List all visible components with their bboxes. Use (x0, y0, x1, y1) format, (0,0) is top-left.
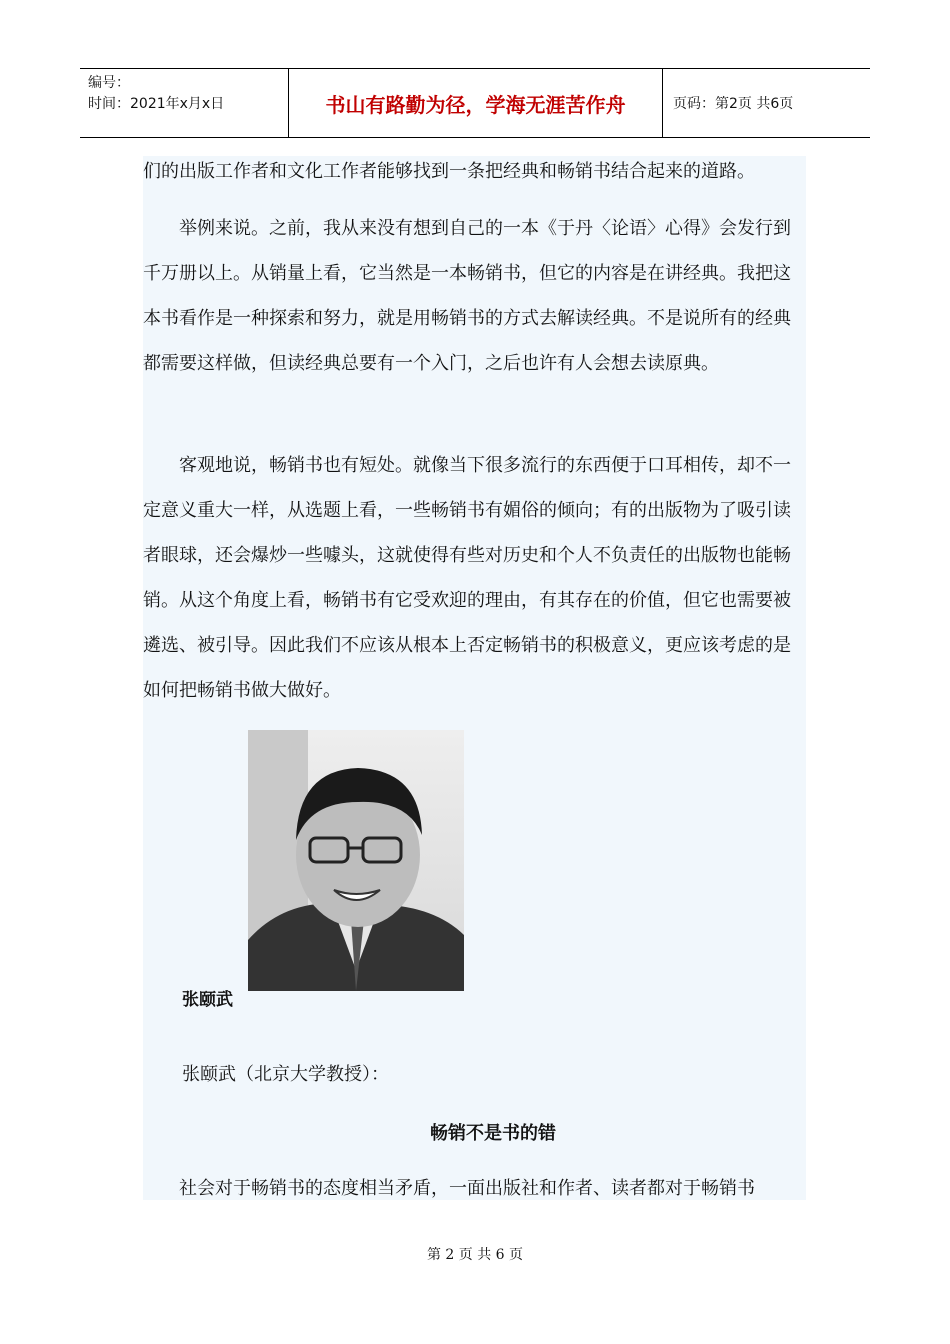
section-subtitle: 畅销不是书的错 (430, 1123, 556, 1144)
portrait-photo (248, 730, 464, 991)
header-meta (80, 69, 288, 137)
paragraph-objective: 客观地说，畅销书也有短处。就像当下很多流行的东西便于口耳相传，却不一定意义重大一样，从选题上看，一些畅销书有媚俗的倾向；有的出版物为了吸引读者眼球，还会爆炒一些噱头，这就使得有些对历史和个人不负责任的出版物也能畅销。从这个角度上看，畅销书有它受欢迎的理由，有其存在的价值，但它也需要被遴选、被引导。因此我们不应该从根本上否定畅销书的积极意义，更应该考虑的是如何把畅销书做大做好。 (143, 455, 791, 701)
header-motto: 书山有路勤为径，学海无涯苦作舟 (288, 69, 663, 137)
photo-caption: 张颐武 (182, 990, 233, 1010)
document-number: 编号： (88, 75, 130, 91)
speaker-intro: 张颐武（北京大学教授）： (182, 1064, 389, 1085)
document-date: 时间：2021年x月x日 (88, 96, 225, 112)
paragraph-society: 社会对于畅销书的态度相当矛盾，一面出版社和作者、读者都对于畅销书 (179, 1178, 755, 1199)
paragraph-continuation: 们的出版工作者和文化工作者能够找到一条把经典和畅销书结合起来的道路。 (143, 161, 755, 182)
header-page-number: 页码：第2页 共6页 (673, 96, 794, 112)
portrait-illustration (248, 730, 464, 991)
page-footer: 第 2 页 共 6 页 (426, 1247, 524, 1263)
page-header (80, 68, 870, 138)
paragraph-example: 举例来说。之前，我从来没有想到自己的一本《于丹〈论语〉心得》会发行到千万册以上。从销量上看，它当然是一本畅销书，但它的内容是在讲经典。我把这本书看作是一种探索和努力，就是用畅销书的方式去解读经典。不是说所有的经典都需要这样做，但读经典总要有一个入门，之后也许有人会想去读原典。 (143, 218, 791, 374)
